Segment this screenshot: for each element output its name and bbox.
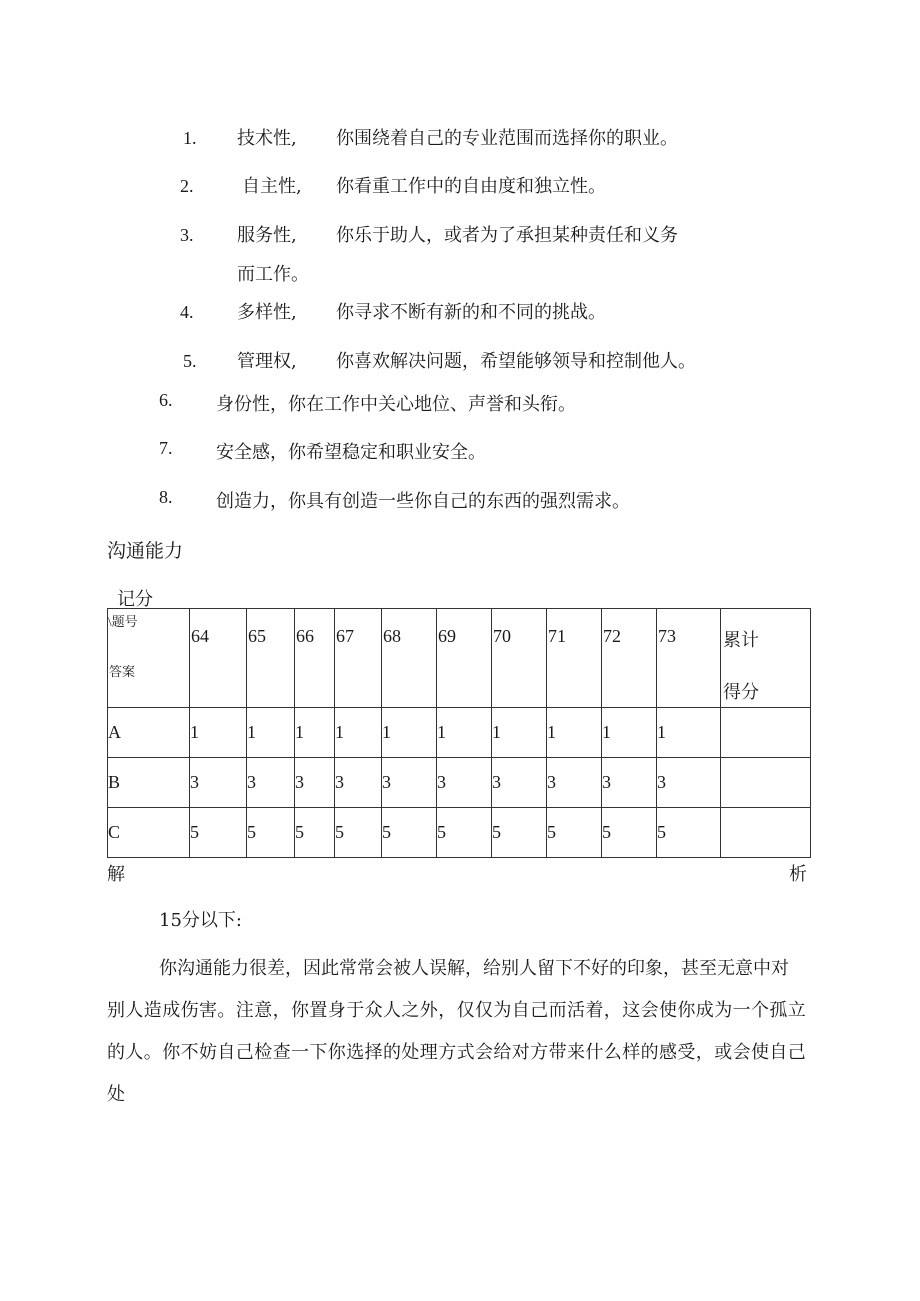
table-header-row [108,609,811,708]
score-cell: 1 [602,708,657,758]
list-number: 3. [180,225,194,245]
score-cell: 3 [547,758,602,808]
section-title: 沟通能力 [107,540,184,562]
question-number-cell: 64 [190,609,247,708]
list-text: 创造力，你具有创造一些你自己的东西的强烈需求。 [216,491,630,512]
question-number-cell: 70 [492,609,547,708]
analysis-left-char: 解 [107,864,125,885]
table-row [108,808,811,858]
score-cell: 5 [492,808,547,858]
list-number: 8. [159,487,173,507]
score-cell: 5 [547,808,602,858]
score-cell: 1 [190,708,247,758]
list-desc-continued: 而工作。 [237,264,309,285]
table-corner-cell [108,609,190,708]
table-row [108,708,811,758]
result-paragraph-first-line: 你沟通能力很差，因此常常会被人误解，给别人留下不好的印象，甚至无意中对 [159,958,789,979]
answer-cell: A [108,708,190,758]
score-cell: 1 [492,708,547,758]
score-cell: 3 [295,758,335,808]
list-desc: 你喜欢解决问题，希望能够领导和控制他人。 [336,351,696,372]
question-number-cell: 69 [437,609,492,708]
list-number: 7. [159,438,173,458]
result-heading: 15分以下: [159,910,242,931]
score-cell: 1 [382,708,437,758]
score-cell: 5 [295,808,335,858]
list-number: 2. [180,176,194,196]
list-text: 安全感，你希望稳定和职业安全。 [216,442,486,463]
list-number: 6. [159,390,173,410]
corner-question-label: \题号 [108,614,138,629]
list-desc: 你围绕着自己的专业范围而选择你的职业。 [336,128,678,149]
question-number-cell: 68 [382,609,437,708]
score-cell: 1 [547,708,602,758]
score-label: 记分 [117,589,153,610]
score-cell: 5 [382,808,437,858]
list-label: 技术性, [237,128,297,149]
list-desc: 你乐于助人，或者为了承担某种责任和义务 [336,225,678,246]
score-cell: 3 [247,758,295,808]
score-cell: 1 [247,708,295,758]
answer-cell: B [108,758,190,808]
score-cell: 1 [295,708,335,758]
analysis-right-char: 析 [789,864,807,885]
corner-answer-label: 答案 [109,664,136,679]
score-cell: 3 [657,758,721,808]
question-number-cell: 73 [657,609,721,708]
list-label: 多样性, [237,302,297,323]
score-cell: 1 [437,708,492,758]
answer-cell: C [108,808,190,858]
score-cell: 1 [657,708,721,758]
score-cell: 3 [437,758,492,808]
question-number-cell: 66 [295,609,335,708]
question-number-cell: 71 [547,609,602,708]
list-number: 1. [183,128,197,148]
score-cell: 5 [190,808,247,858]
total-label-line2: 得分 [723,682,759,702]
score-cell: 5 [247,808,295,858]
question-number-cell: 67 [335,609,382,708]
total-cell [721,708,811,758]
total-score-header [721,609,811,708]
list-label: 服务性, [237,225,297,246]
list-text: 身份性，你在工作中关心地位、声誉和头衔。 [216,394,576,415]
score-cell: 5 [657,808,721,858]
total-label-line1: 累计 [723,630,759,650]
total-cell [721,758,811,808]
question-number-cell: 72 [602,609,657,708]
score-cell: 1 [335,708,382,758]
score-cell: 3 [492,758,547,808]
score-cell: 3 [335,758,382,808]
list-label: 管理权, [237,351,297,372]
score-table [107,608,811,858]
list-desc: 你看重工作中的自由度和独立性。 [336,176,606,197]
list-desc: 你寻求不断有新的和不同的挑战。 [336,302,606,323]
score-cell: 5 [335,808,382,858]
score-cell: 3 [382,758,437,808]
score-cell: 3 [602,758,657,808]
result-paragraph-rest: 别人造成伤害。注意，你置身于众人之外，仅仅为自己而活着，这会使你成为一个孤立的人。你不妨自己检查一下你选择的处理方式会给对方带来什么样的感受，或会使自己处 [107,1000,807,1105]
list-label: 自主性, [242,176,302,197]
score-cell: 3 [190,758,247,808]
score-cell: 5 [437,808,492,858]
list-number: 4. [180,302,194,322]
list-number: 5. [183,351,197,371]
score-cell: 5 [602,808,657,858]
table-row [108,758,811,808]
total-cell [721,808,811,858]
question-number-cell: 65 [247,609,295,708]
